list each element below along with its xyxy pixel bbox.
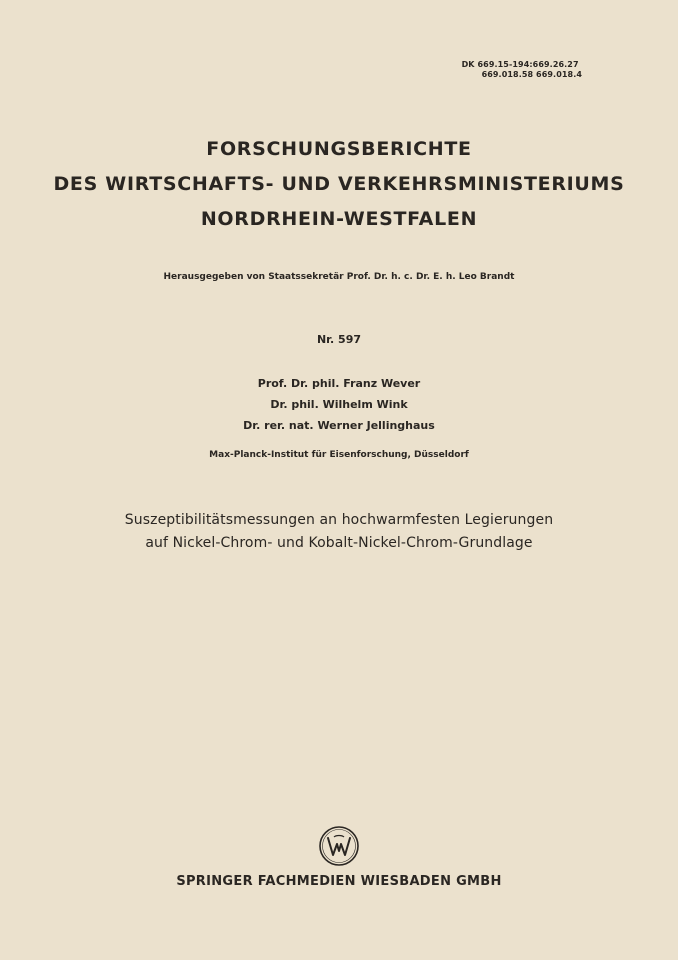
volume-number: Nr. 597	[316, 333, 362, 346]
author-3: Dr. rer. nat. Werner Jellinghaus	[243, 419, 435, 432]
classification-code	[462, 60, 582, 80]
editor-line: Herausgegeben von Staatssekretär Prof. Dr. h. c. Dr. E. h. Leo Brandt	[163, 272, 515, 282]
springer-vs-monogram-logo	[318, 825, 360, 867]
publisher-name: SPRINGER FACHMEDIEN WIESBADEN GMBH	[176, 874, 502, 889]
book-title-line-2: auf Nickel-Chrom- und Kobalt-Nickel-Chrom-Grundlage	[145, 535, 533, 551]
classification-line-1: DK 669.15-194:669.26.27	[461, 60, 579, 69]
classification-line-2: 669.018.58 669.018.4	[481, 70, 582, 79]
series-title-line-3: NORDRHEIN-WESTFALEN	[200, 208, 478, 230]
author-list	[0, 373, 678, 436]
author-2: Dr. phil. Wilhelm Wink	[270, 398, 408, 411]
book-title-line-1: Suszeptibilitätsmessungen an hochwarmfesten Legierungen	[124, 512, 554, 528]
book-title	[0, 509, 678, 555]
series-title-line-1: FORSCHUNGSBERICHTE	[206, 138, 472, 160]
author-1: Prof. Dr. phil. Franz Wever	[257, 377, 421, 390]
series-title-line-2: DES WIRTSCHAFTS- UND VERKEHRSMINISTERIUMS	[53, 173, 625, 195]
series-title	[0, 132, 678, 237]
institute-affiliation: Max-Planck-Institut für Eisenforschung, Düsseldorf	[209, 450, 469, 460]
